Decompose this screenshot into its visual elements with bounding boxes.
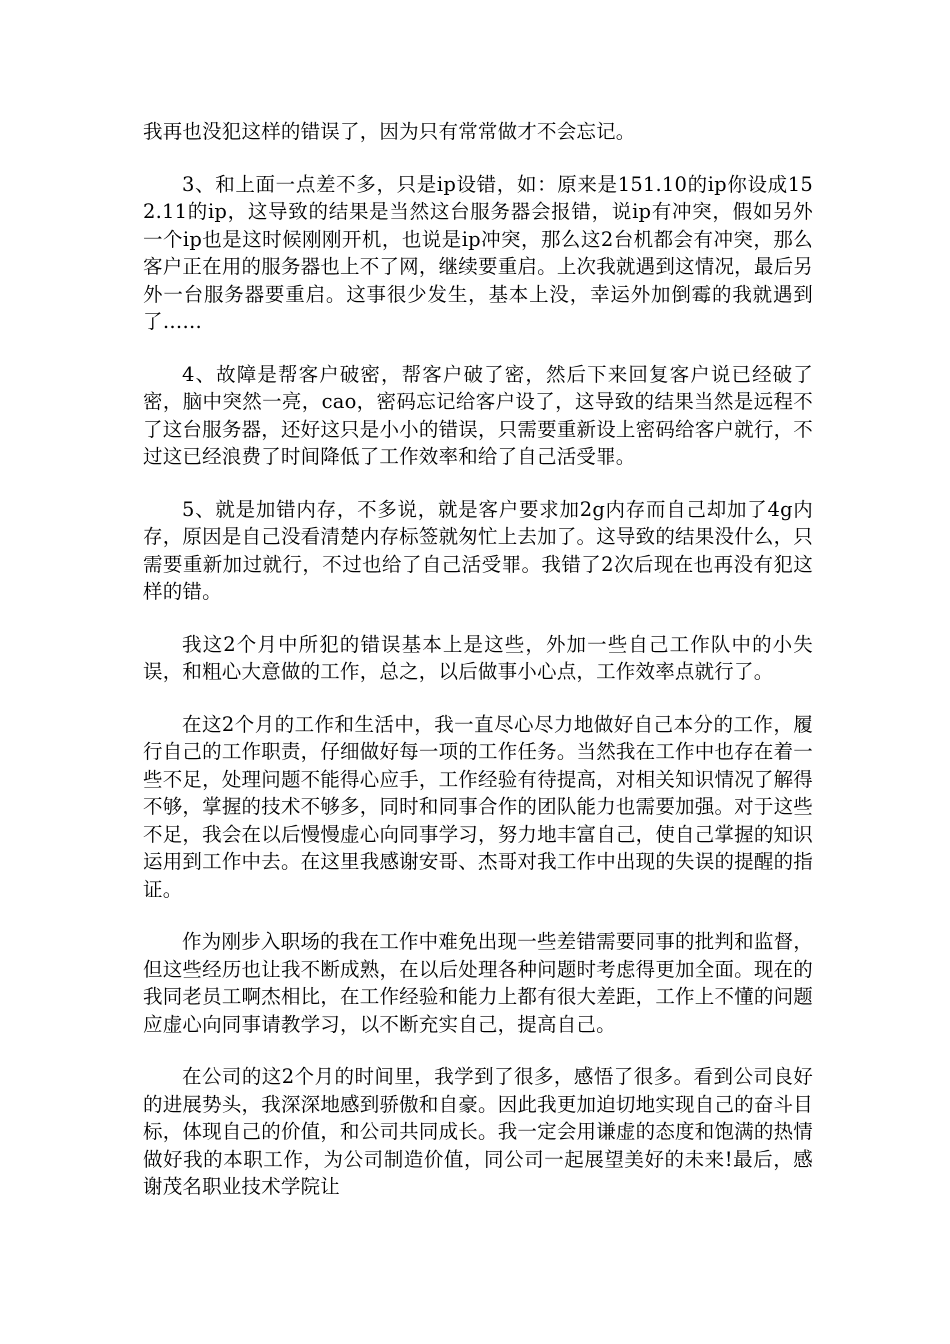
paragraph-memory-error: 5、就是加错内存，不多说，就是客户要求加2g内存而自己却加了4g内存，原因是自己没看清楚内存标签就匆忙上去加了。这导致的结果没什么，只需要重新加过就行，不过也给了自己活受罪。我错了2次后现在也再没有犯这样的错。 xyxy=(143,497,813,603)
paragraph-password-error: 4、故障是帮客户破密，帮客户破了密，然后下来回复客户说已经破了密，脑中突然一亮，cao，密码忘记给客户设了，这导致的结果当然是远程不了这台服务器，还好这只是小小的错误，只需要重新设上密码给客户就行，不过这已经浪费了时间降低了工作效率和给了自己活受罪。 xyxy=(143,362,813,468)
paragraph-continuation: 我再也没犯这样的错误了，因为只有常常做才不会忘记。 xyxy=(143,120,636,143)
paragraph-conclusion: 在公司的这2个月的时间里，我学到了很多，感悟了很多。看到公司良好的进展势头，我深深地感到骄傲和自豪。因此我更加迫切地实现自己的奋斗目标，体现自己的价值，和公司共同成长。我一定会用谦虚的态度和饱满的热情做好我的本职工作，为公司制造价值，同公司一起展望美好的未来!最后，感谢茂名职业技术学院让 xyxy=(143,1065,813,1198)
document-page xyxy=(143,118,813,1226)
paragraph-growth: 作为刚步入职场的我在工作中难免出现一些差错需要同事的批判和监督，但这些经历也让我不断成熟，在以后处理各种问题时考虑得更加全面。现在的我同老员工啊杰相比，在工作经验和能力上都有很大差距，工作上不懂的问题应虚心向同事请教学习，以不断充实自己，提高自己。 xyxy=(143,930,813,1036)
paragraph-self-assessment: 在这2个月的工作和生活中，我一直尽心尽力地做好自己本分的工作，履行自己的工作职责，仔细做好每一项的工作任务。当然我在工作中也存在着一些不足，处理问题不能得心应手，工作经验有待提高，对相关知识情况了解得不够，掌握的技术不够多，同时和同事合作的团队能力也需要加强。对于这些不足，我会在以后慢慢虚心向同事学习，努力地丰富自己，使自己掌握的知识运用到工作中去。在这里我感谢安哥、杰哥对我工作中出现的失误的提醒的指证。 xyxy=(143,712,813,901)
paragraph-ip-error: 3、和上面一点差不多，只是ip设错，如：原来是151.10的ip你设成152.11的ip，这导致的结果是当然这台服务器会报错，说ip有冲突，假如另外一个ip也是这时候刚刚开机，也说是ip冲突，那么这2台机都会有冲突，那么客户正在用的服务器也上不了网，继续要重启。上次我就遇到这情况，最后另外一台服务器要重启。这事很少发生，基本上没，幸运外加倒霉的我就遇到了…… xyxy=(143,172,813,333)
paragraph-summary: 我这2个月中所犯的错误基本上是这些，外加一些自己工作队中的小失误，和粗心大意做的工作，总之，以后做事小心点，工作效率点就行了。 xyxy=(143,632,813,683)
